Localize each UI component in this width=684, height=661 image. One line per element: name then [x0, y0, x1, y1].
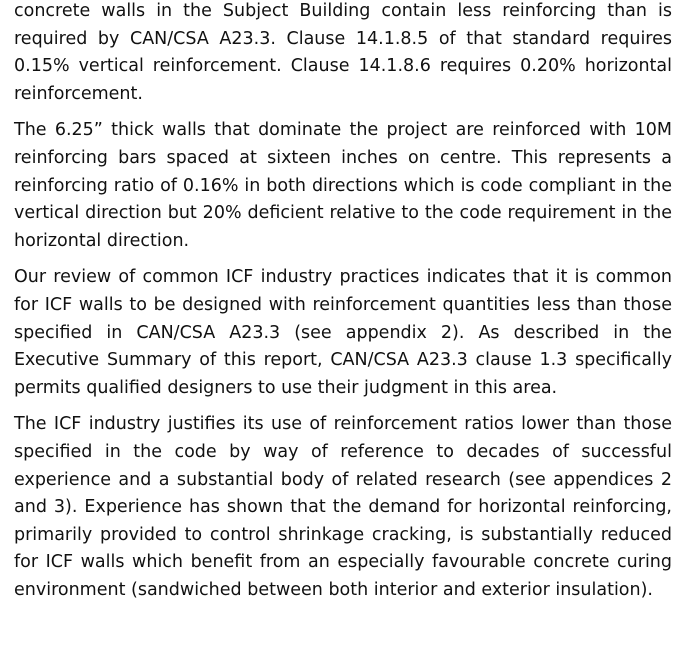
paragraph-industry-practices: Our review of common ICF industry practices indicates that it is common for ICF walls to be designed with reinforcement quantities less than those specified in CAN/CSA A23.3 (see appendix 2). As described in the Executive Summary of this report, CAN/CSA A23.3 clause 1.3 specifically permits qualified designers to use their judgment in this area. — [14, 267, 672, 398]
paragraph-industry-justification: The ICF industry justifies its use of reinforcement ratios lower than those specified in the code by way of reference to decades of successful experience and a substantial body of related research (see appendices 2 and 3). Experience has shown that the demand for horizontal reinforcing, primarily provided to control shrinkage cracking, is substantially reduced for ICF walls which benefit from an especially favourable concrete curing environment (sandwiched between both interior and exterior insulation). — [14, 414, 672, 600]
paragraph-wall-reinforcement: The 6.25” thick walls that dominate the project are reinforced with 10M reinforcing bars spaced at sixteen inches on centre. This represents a reinforcing ratio of 0.16% in both directions which is code compliant in the vertical direction but 20% deficient relative to the code requirement in the horizontal direction. — [14, 120, 672, 251]
paragraph-reinforcing-requirements: concrete walls in the Subject Building contain less reinforcing than is required by CAN/CSA A23.3. Clause 14.1.8.5 of that standard requires 0.15% vertical reinforcement. Clause 14.1.8.6 requires 0.20% horizontal reinforcement. — [14, 1, 672, 104]
document-page — [14, 0, 672, 604]
